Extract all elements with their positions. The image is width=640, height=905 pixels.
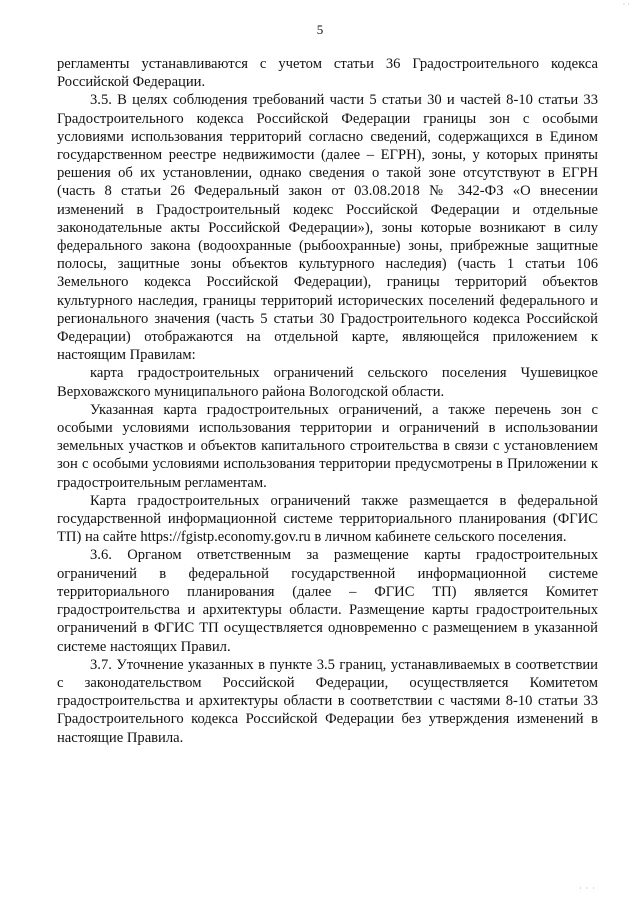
paragraph-3-6: 3.6. Органом ответственным за размещение карты градостроительных ограничений в федеральной государственной информационной системе территориального планирования (далее – ФГИС ТП) является Комитет градостроительства и архитектуры области. Размещение карты градостроительных ограничений в ФГИС ТП осуществляется одновременно с размещением в указанной системе настоящих Правил.	[57, 547, 598, 655]
paragraph-map-item: карта градостроительных ограничений сельского поселения Чушевицкое Верховажского муниципального района Вологодской области.	[57, 365, 598, 400]
paragraph-3-5: 3.5. В целях соблюдения требований части 5 статьи 30 и частей 8-10 статьи 33 Градостроительного кодекса Российской Федерации границы зон с особыми условиями использования территорий согласно сведений, содержащихся в Едином государственном реестре недвижимости (далее – ЕГРН), зоны, у которых приняты решения об их установлении, однако сведения о такой зоне отсутствуют в ЕГРН (часть 8 статьи 26 Федеральный закон от 03.08.2018 № 342-ФЗ «О внесении изменений в Градостроительный кодекс Российской Федерации и отдельные законодательные акты Российской Федерации»), зоны которые возникают в силу федерального закона (водоохранные (рыбоохранные) зоны, прибрежные защитные полосы, защитные зоны объектов культурного наследия) (часть 1 статьи 106 Земельного кодекса Российской Федерации), границы территорий объектов культурного наследия, границы территорий исторических поселений федерального и регионального значения (часть 5 статьи 30 Градостроительного кодекса Российской Федерации) отображаются на отдельной карте, являющейся приложением к настоящим Правилам:	[57, 92, 598, 364]
page-number: 5	[316, 22, 324, 37]
paragraph-continuation: регламенты устанавливаются с учетом статьи 36 Градостроительного кодекса Российской Федерации.	[57, 56, 598, 91]
scan-bottom-mark: · · ·	[579, 884, 596, 893]
paragraph-fgis-placement: Карта градостроительных ограничений также размещается в федеральной государственной информационной системе территориального планирования (ФГИС ТП) на сайте https://fgistp.economy.gov.ru в личном кабинете сельского поселения.	[57, 492, 598, 546]
scan-corner-mark: · ·	[622, 0, 630, 9]
document-body	[57, 55, 598, 747]
paragraph-map-zones: Указанная карта градостроительных ограничений, а также перечень зон с особыми условиями использования территории и ограничений в использовании земельных участков и объектов капитального строительства в связи с установлением зон с особыми условиями использования территории предусмотрены в Приложении к градостроительным регламентам.	[57, 401, 598, 491]
paragraph-3-7: 3.7. Уточнение указанных в пункте 3.5 границ, устанавливаемых в соответствии с законодательством Российской Федерации, осуществляется Комитетом градостроительства и архитектуры области в соответствии с частями 8-10 статьи 33 Градостроительного кодекса Российской Федерации без утверждения изменений в настоящие Правила.	[57, 656, 598, 746]
